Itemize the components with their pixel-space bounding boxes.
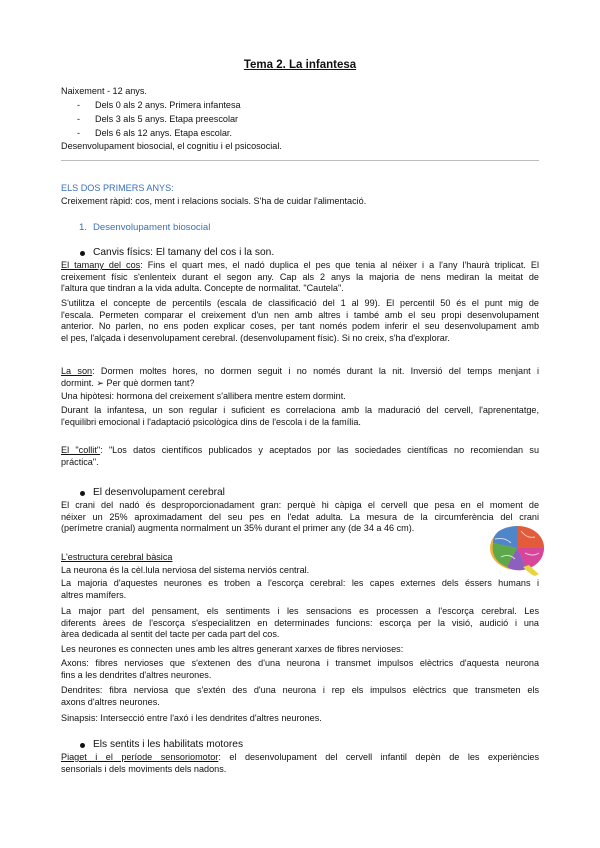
majoria-line: La majoria d'aquestes neurones es troben a l'escorça cerebral: les capes externes dels éssers humans i (61, 578, 539, 588)
stage-item: Dels 3 als 5 anys. Etapa preescolar (95, 114, 239, 124)
piaget-line: sensorials i dels moviments dels nadons. (61, 763, 227, 774)
tamany-paragraph (61, 260, 539, 295)
son-line: dormint. ➢ Per què dormen tant? (61, 377, 195, 388)
collit-line: : "Los datos científicos publicados y aceptados por las sociedades científicas no recomiendan su (100, 445, 540, 455)
subheading-cerebral: El desenvolupament cerebral (93, 487, 225, 498)
durant-paragraph (61, 405, 539, 428)
sinapsis-text: Sinapsis: Intersecció entre l'axó i les dendrites d'altres neurones. (61, 713, 322, 723)
majoria-paragraph (61, 578, 539, 601)
bullet-dot (80, 491, 85, 496)
dash-bullet: - (77, 114, 81, 124)
bullet-dot (80, 743, 85, 748)
dendrites-paragraph (61, 685, 539, 708)
dash-bullet: - (77, 100, 81, 110)
numbered-item-number: 1. (79, 222, 88, 233)
piaget-label: Piaget i el període sensoriomotor (61, 752, 219, 762)
pensament-line: La major part del pensament, els sentiments i les sensacions es processen a l'escorça cerebral. Les (61, 606, 539, 616)
numbered-item-heading: Desenvolupament biosocial (93, 222, 211, 233)
axons-paragraph (61, 658, 539, 681)
tamany-label: El tamany del cos (61, 260, 141, 270)
percentils-line: el pes, l'alçada i desenvolupament cerebral. (desenvolupament físic). Si no creix, s'ha d'explorar. (61, 332, 450, 343)
tamany-line: creixement físic s'enlenteix durant el segon any. Cap als 2 anys la majoria de nens mediran la meitat de (61, 271, 539, 282)
stage-item: Dels 6 als 12 anys. Etapa escolar. (95, 128, 232, 138)
section-heading: ELS DOS PRIMERS ANYS: (61, 183, 174, 193)
percentils-line: S'utilitza el concepte de percentils (escala de classificació del 1 al 99). El percentil 50 és el punt mig de (61, 298, 539, 308)
estructura-label: L'estructura cerebral bàsica (61, 552, 173, 562)
son-line: : Dormen moltes hores, no dormen seguit i no només durant la nit. Inversió del temps menjant i (92, 366, 539, 376)
dash-bullet: - (77, 128, 81, 138)
pensament-line: diferents àrees de l'escorça s'especialitzen en determinades funcions: escorça per la visió, audició i una (61, 617, 539, 628)
cerebral-line: (perímetre cranial) augmenta normalment un 35% durant el primer any (de 34 a 46 cm). (61, 523, 415, 533)
son-paragraph (61, 366, 539, 389)
axons-line: fins a les dendrites d'altres neurones. (61, 669, 212, 680)
collit-paragraph (61, 445, 539, 468)
neurona-text: La neurona és la cèl.lula nerviosa del sistema nerviós central. (61, 565, 310, 575)
connecten-text: Les neurones es connecten unes amb les altres generant xarxes de fibres nervioses: (61, 644, 404, 654)
subheading-canvis: Canvis físics: El tamany del cos i la son. (93, 247, 275, 258)
percentils-line: l'escala. Permeten comparar el creixement d'un nen amb altres i també amb el seu propi desenvolupament (61, 309, 539, 320)
cerebral-line: néixer un 25% aproximadament del seu pes en l'edat adulta. La mesura de la circumferència del crani (61, 511, 539, 522)
horizontal-divider (61, 160, 539, 161)
son-label: La son (61, 366, 93, 376)
durant-line: Durant la infantesa, un son regular i suficient es correlaciona amb la maduració del cervell, l'aprenentatge, (61, 405, 539, 415)
piaget-paragraph (61, 752, 539, 775)
brain-diagram-icon (487, 521, 549, 577)
tamany-line: : Fins el quart mes, el nadó duplica el pes que tenia al néixer i a l'any l'haurà triplicat. El (140, 260, 539, 270)
percentils-paragraph (61, 298, 539, 344)
cerebral-line: El crani del nadó és desproporcionadament gran: perquè hi càpiga el cervell que pesa en el moment de (61, 500, 539, 510)
majoria-line: altres mamífers. (61, 589, 127, 600)
subheading-sentits: Els sentits i les habilitats motores (93, 739, 244, 750)
naixement-text: Naixement - 12 anys. (61, 86, 147, 96)
hipotesi-text: Una hipòtesi: hormona del creixement s'allibera mentre estem dormint. (61, 391, 346, 401)
page-title: Tema 2. La infantesa (243, 59, 357, 71)
bullet-dot (80, 251, 85, 256)
collit-line: práctica". (61, 456, 99, 467)
dendrites-line: Dendrites: fibra nerviosa que s'extén des d'una neurona i rep els impulsos elèctrics que transmeten els (61, 685, 539, 695)
pensament-line: àrea dedicada al sentit del tacte per cada part del cos. (61, 629, 280, 639)
tamany-line: l'altura que tindran a la vida adulta. Concepte de normalitat. "Cautela". (61, 283, 344, 293)
axons-line: Axons: fibres nervioses que s'extenen des d'una neurona i transmet impulsos elèctrics d'aquesta neurona (61, 658, 539, 668)
percentils-line: anterior. No parlen, no ens poden explicar coses, per tant només podem inferir el seu desenvolupament amb (61, 321, 539, 331)
collit-label: El "collit" (61, 445, 101, 455)
dendrites-line: axons d'altres neurones. (61, 696, 160, 707)
section-intro: Creixement ràpid: cos, ment i relacions socials. S'ha de cuidar l'alimentació. (61, 196, 367, 206)
pensament-paragraph (61, 606, 539, 641)
piaget-line: : el desenvolupament del cervell infantil depèn de les experiències (218, 752, 539, 762)
domains-text: Desenvolupament biosocial, el cognitiu i el psicosocial. (61, 141, 282, 151)
cerebral-paragraph (61, 500, 539, 535)
durant-line: l'equilibri emocional i l'adaptació psicològica dins de l'escola i de la família. (61, 416, 361, 427)
stage-item: Dels 0 als 2 anys. Primera infantesa (95, 100, 241, 110)
